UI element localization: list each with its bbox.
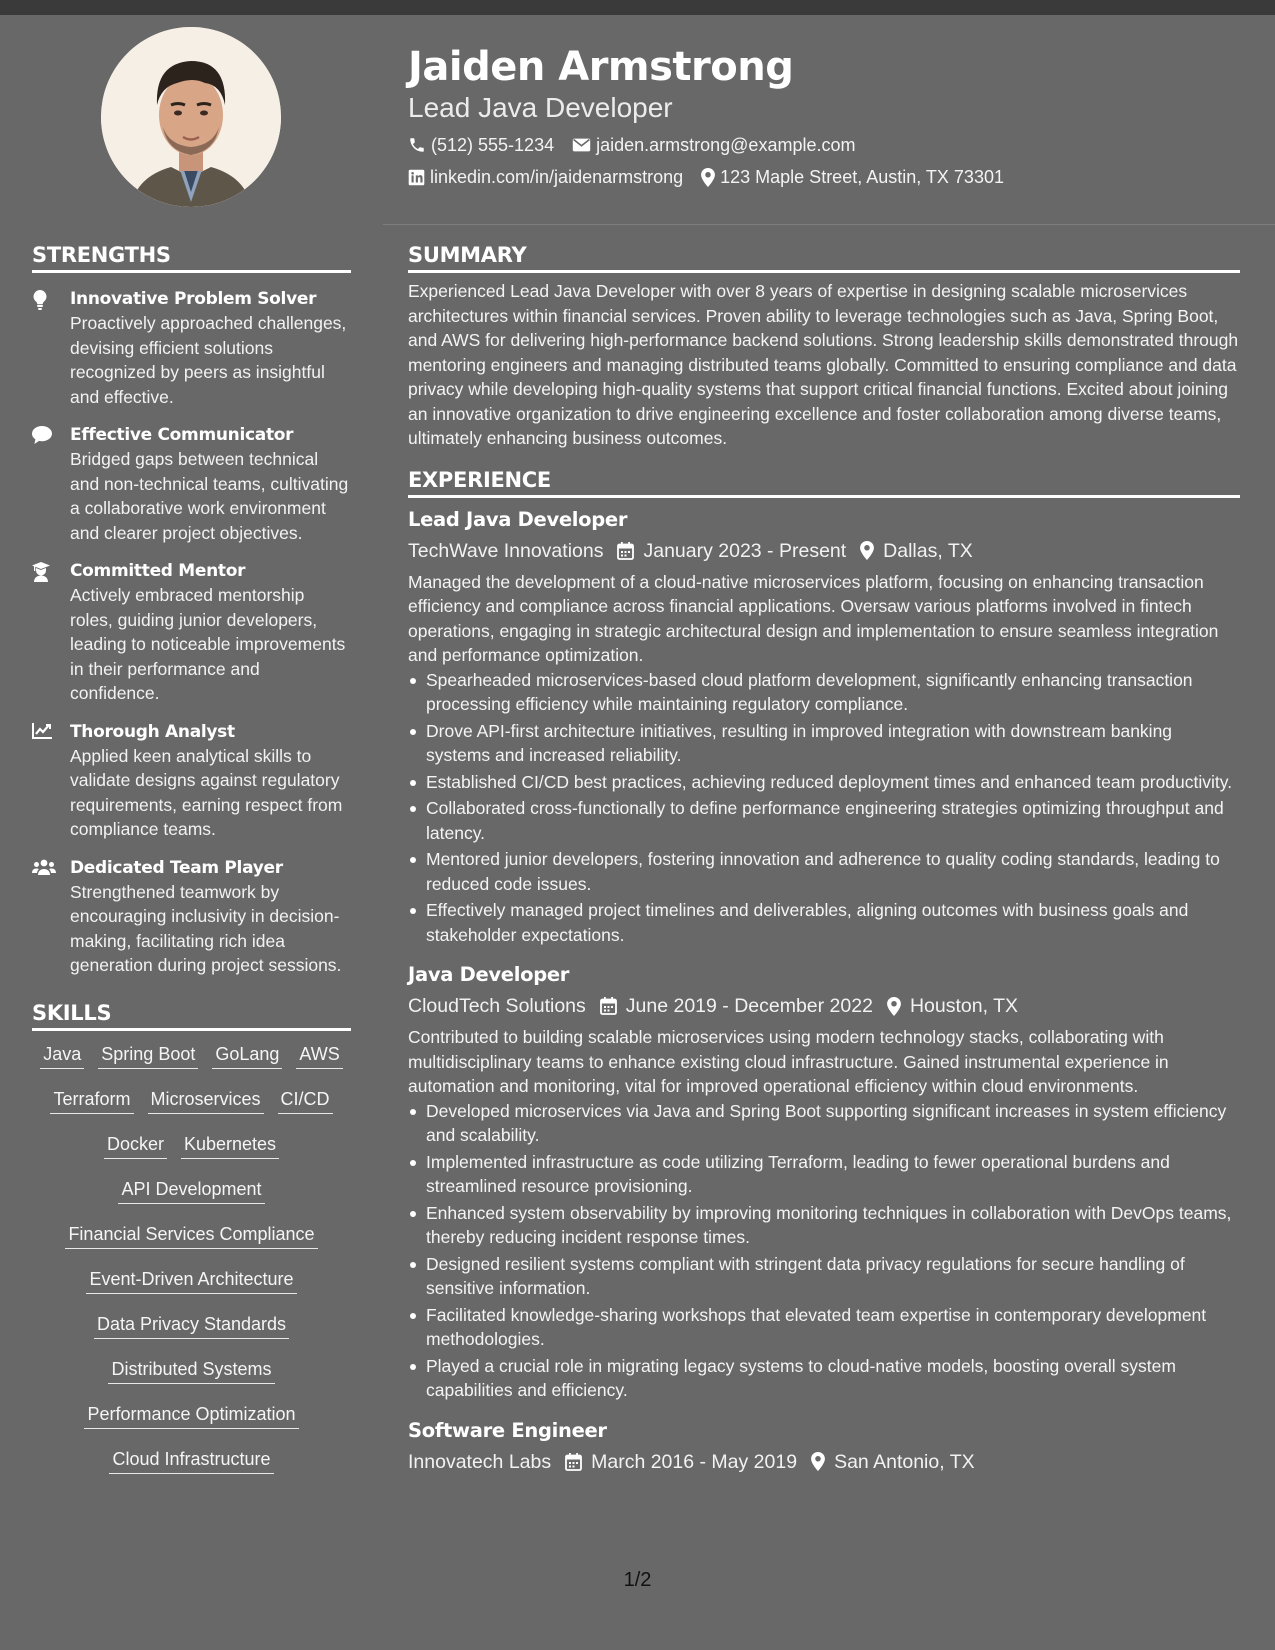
phone-icon bbox=[408, 136, 426, 154]
job-bullet: Facilitated knowledge-sharing workshops that elevated team expertise in contemporary development methodologies. bbox=[408, 1303, 1240, 1352]
job-location: San Antonio, TX bbox=[834, 1450, 975, 1473]
skill-tag: Kubernetes bbox=[181, 1131, 279, 1159]
map-pin-icon bbox=[860, 541, 874, 560]
skills-list bbox=[32, 1031, 351, 1491]
skill-tag: API Development bbox=[118, 1176, 264, 1204]
job-location: Dallas, TX bbox=[883, 539, 973, 562]
strengths-heading: STRENGTHS bbox=[32, 242, 351, 273]
address-text: 123 Maple Street, Austin, TX 73301 bbox=[720, 167, 1004, 187]
email-contact bbox=[572, 133, 855, 157]
skill-tag: Distributed Systems bbox=[108, 1356, 274, 1384]
job-role: Lead Java Developer bbox=[408, 507, 628, 531]
job-bullets bbox=[408, 1099, 1240, 1403]
page-number: 1/2 bbox=[623, 1569, 652, 1591]
job-dates: June 2019 - December 2022 bbox=[625, 995, 873, 1017]
phone-contact bbox=[408, 133, 554, 157]
calendar-icon bbox=[600, 997, 617, 1015]
job-location: Houston, TX bbox=[909, 995, 1018, 1017]
job-bullet: Designed resilient systems compliant with stringent data privacy regulations for secure handling of sensitive information. bbox=[408, 1252, 1240, 1301]
linkedin-text[interactable]: linkedin.com/in/jaidenarmstrong bbox=[430, 167, 684, 187]
job-bullet: Collaborated cross-functionally to define performance engineering strategies optimizing throughput and latency. bbox=[408, 796, 1240, 845]
calendar-icon bbox=[565, 1453, 582, 1471]
skill-tag: Financial Services Compliance bbox=[65, 1221, 317, 1249]
skill-tag: Spring Boot bbox=[98, 1041, 198, 1069]
skill-tag: AWS bbox=[296, 1041, 342, 1069]
job-role: Java Developer bbox=[408, 963, 570, 986]
map-pin-icon bbox=[811, 1452, 825, 1471]
contact-row-1 bbox=[408, 133, 1248, 157]
speech-bubble-icon bbox=[32, 426, 52, 444]
skill-tag: Microservices bbox=[148, 1086, 264, 1114]
strength-title: Committed Mentor bbox=[70, 561, 246, 581]
top-bar bbox=[0, 0, 1275, 15]
strength-item bbox=[32, 287, 351, 409]
contact-row-2 bbox=[408, 165, 1248, 189]
skill-tag: GoLang bbox=[212, 1041, 282, 1069]
skill-tag: Performance Optimization bbox=[84, 1401, 298, 1429]
job-company: Innovatech Labs bbox=[408, 1450, 552, 1473]
strength-item bbox=[32, 423, 351, 545]
skill-tag: Event-Driven Architecture bbox=[86, 1266, 296, 1294]
candidate-title: Lead Java Developer bbox=[408, 92, 673, 123]
job-company: TechWave Innovations bbox=[408, 539, 604, 562]
calendar-icon bbox=[617, 542, 634, 560]
skills-heading: SKILLS bbox=[32, 1000, 351, 1031]
header-divider bbox=[383, 224, 1275, 225]
job-meta bbox=[408, 537, 1240, 565]
skill-tag: Data Privacy Standards bbox=[94, 1311, 289, 1339]
strength-desc: Applied keen analytical skills to validate designs against regulatory requirements, earning respect from compliance teams. bbox=[70, 745, 343, 839]
strength-desc: Strengthened teamwork by encouraging inclusivity in decision-making, facilitating rich idea generation during project sessions. bbox=[70, 881, 342, 975]
experience-heading: EXPERIENCE bbox=[408, 467, 1240, 498]
strength-title: Innovative Problem Solver bbox=[70, 289, 317, 309]
job-meta bbox=[408, 992, 1240, 1020]
skill-tag: Java bbox=[40, 1041, 84, 1069]
summary-heading: SUMMARY bbox=[408, 242, 1240, 273]
resume-header bbox=[408, 43, 1248, 189]
job-bullets bbox=[408, 668, 1240, 948]
users-icon bbox=[32, 859, 56, 875]
phone-text[interactable]: (512) 555-1234 bbox=[431, 135, 555, 155]
job-bullet: Mentored junior developers, fostering innovation and adherence to quality coding standards, leading to reduced code issues. bbox=[408, 847, 1240, 896]
summary-text: Experienced Lead Java Developer with over 8 years of expertise in designing scalable microservices architectures within financial services. Proven ability to leverage technologies such as Java, Spring Boot, and AWS for delivering high-performance backend solutions. Strong leadership skills demonstrated through mentoring engineers and managing distributed teams globally. Committed to ensuring compliance and data privacy while developing high-quality systems that support critical financial functions. Excited about joining an innovative organization to drive engineering excellence and foster collaboration among diverse teams, ultimately enhancing business outcomes. bbox=[408, 281, 1239, 448]
strength-item bbox=[32, 720, 351, 842]
envelope-icon bbox=[572, 137, 591, 153]
portrait-icon bbox=[101, 27, 281, 207]
address-contact bbox=[701, 165, 1004, 189]
linkedin-icon bbox=[408, 169, 425, 186]
left-column bbox=[32, 242, 351, 1491]
job-bullet: Drove API-first architecture initiatives, resulting in improved integration with downstream banking systems and increased reliability. bbox=[408, 719, 1240, 768]
job-entry bbox=[408, 1417, 1240, 1476]
job-entry bbox=[408, 506, 1240, 948]
strength-title: Dedicated Team Player bbox=[70, 857, 283, 878]
strength-item bbox=[32, 559, 351, 706]
job-entry bbox=[408, 961, 1240, 1403]
strength-desc: Bridged gaps between technical and non-technical teams, cultivating a collaborative work environment and clearer project objectives. bbox=[70, 449, 349, 543]
job-role: Software Engineer bbox=[408, 1418, 607, 1442]
candidate-name: Jaiden Armstrong bbox=[408, 44, 794, 90]
profile-photo bbox=[101, 27, 281, 207]
job-dates: March 2016 - May 2019 bbox=[591, 1450, 798, 1473]
job-bullet: Effectively managed project timelines and deliverables, aligning outcomes with business goals and stakeholder expectations. bbox=[408, 898, 1240, 947]
strength-title: Effective Communicator bbox=[70, 425, 294, 445]
job-description: Contributed to building scalable microservices using modern technology stacks, collaborating with multidisciplinary teams to enhance existing cloud infrastructure. Gained instrumental experience in automation and monitoring, vital for improved operational efficiency within cloud environments. bbox=[408, 1027, 1169, 1096]
map-pin-icon bbox=[701, 168, 715, 187]
job-description: Managed the development of a cloud-native microservices platform, focusing on enhancing transaction efficiency and compliance across financial applications. Oversaw various platforms involved in fintech operations, engaging in strategic architectural design and implementation to ensure seamless integration and performance optimization. bbox=[408, 571, 1219, 665]
job-company: CloudTech Solutions bbox=[408, 995, 586, 1017]
job-dates: January 2023 - Present bbox=[643, 539, 847, 562]
lightbulb-icon bbox=[32, 290, 48, 310]
strength-title: Thorough Analyst bbox=[70, 721, 235, 742]
job-meta bbox=[408, 1448, 1240, 1476]
strength-desc: Actively embraced mentorship roles, guiding junior developers, leading to noticeable improvements in their performance and confidence. bbox=[70, 585, 346, 703]
map-pin-icon bbox=[887, 997, 901, 1016]
strength-item bbox=[32, 856, 351, 978]
job-bullet: Spearheaded microservices-based cloud platform development, significantly enhancing transaction processing efficiency while maintaining regulatory compliance. bbox=[408, 668, 1240, 717]
right-column bbox=[408, 242, 1240, 1476]
line-chart-icon bbox=[32, 723, 52, 739]
job-bullet: Established CI/CD best practices, achieving reduced deployment times and enhanced team productivity. bbox=[408, 770, 1240, 795]
job-bullet: Enhanced system observability by improving monitoring techniques in collaboration with DevOps teams, thereby reducing incident response times. bbox=[408, 1201, 1240, 1250]
job-bullet: Implemented infrastructure as code utilizing Terraform, leading to fewer operational burdens and streamlined resource provisioning. bbox=[408, 1150, 1240, 1199]
linkedin-contact bbox=[408, 165, 683, 189]
job-bullet: Developed microservices via Java and Spring Boot supporting significant increases in system efficiency and scalability. bbox=[408, 1099, 1240, 1148]
skill-tag: Cloud Infrastructure bbox=[109, 1446, 273, 1474]
skill-tag: CI/CD bbox=[278, 1086, 333, 1114]
email-text[interactable]: jaiden.armstrong@example.com bbox=[596, 135, 856, 155]
skill-tag: Terraform bbox=[50, 1086, 133, 1114]
resume-page bbox=[0, 15, 1275, 1650]
strength-desc: Proactively approached challenges, devising efficient solutions recognized by peers as insightful and effective. bbox=[70, 313, 347, 407]
graduate-icon bbox=[32, 562, 50, 582]
skill-tag: Docker bbox=[104, 1131, 167, 1159]
job-bullet: Played a crucial role in migrating legacy systems to cloud-native models, boosting overall system capabilities and efficiency. bbox=[408, 1354, 1240, 1403]
